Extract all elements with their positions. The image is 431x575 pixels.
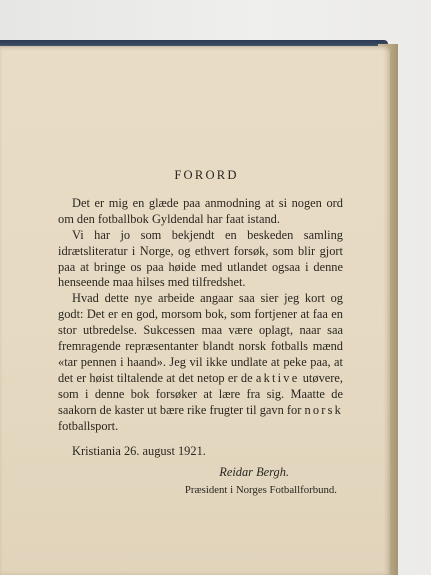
- paragraph-3-part-c: utøvere, som i denne bok forsøker at lære fra sig. Maatte de saakorn de kaster ut bære rike frugter til gavn for: [58, 370, 343, 417]
- paragraph-1: Det er mig en glæde paa anmodning at si nogen ord om den fotballbok Gyldendal har faat istand.: [58, 195, 343, 226]
- emphasis-aktive: aktive: [255, 370, 300, 385]
- page-heading: FORORD: [174, 168, 239, 182]
- emphasis-norsk: norsk: [304, 402, 343, 417]
- date-line: Kristiania 26. august 1921.: [72, 443, 206, 458]
- paragraph-2: Vi har jo som bekjendt en beskeden samling idrætsliteratur i Norge, og ethvert forsøk, som blir gjort paa at bringe os paa høide med utlandet ogsaa i denne henseende maa hilses med tilfredshet.: [58, 227, 343, 290]
- signature-name: Reidar Bergh.: [219, 465, 289, 480]
- paragraph-3-part-a: Hvad dette nye arbeide angaar saa sier jeg kort og godt: Det er en god, morsom bok, som fortjener at faa en stor utbredelse. Sukcessen maa være oplagt, naar saa fremragende repræsentanter blandt norsk fotballs mænd «tar pennen i haand». Jeg vil ikke undlate at peke paa, at det er høist tiltalende at det netop er de: [58, 291, 343, 385]
- page-text: [58, 168, 343, 499]
- paragraph-3-part-e: fotballsport.: [58, 418, 119, 433]
- signature-role: Præsident i Norges Fotballforbund.: [184, 484, 337, 497]
- paragraph-3: [58, 291, 343, 434]
